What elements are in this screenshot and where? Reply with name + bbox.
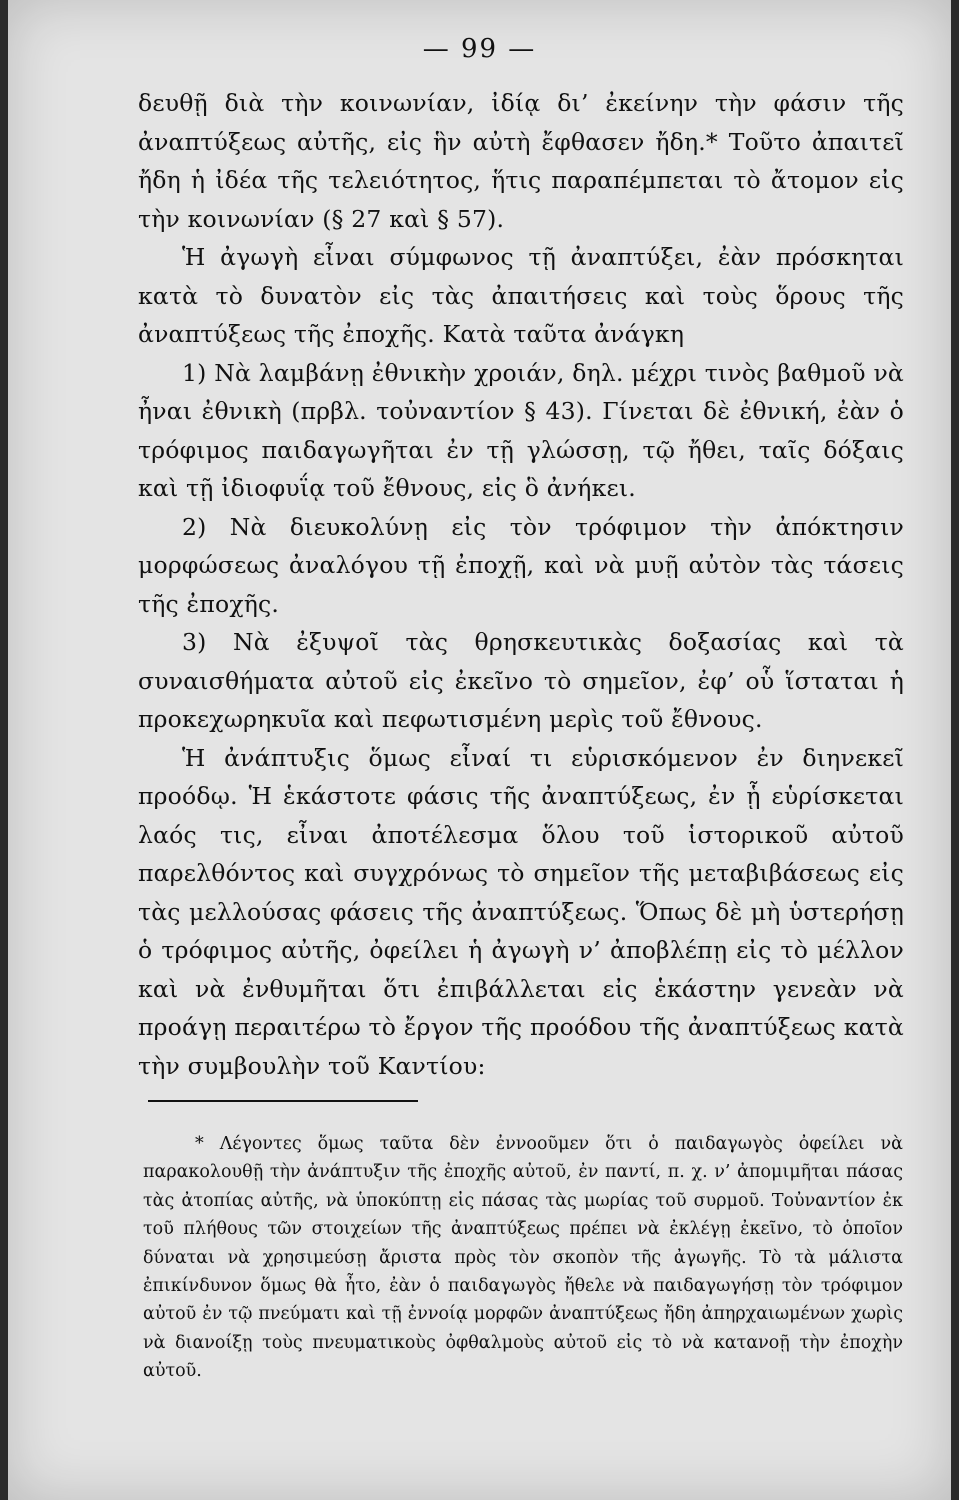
paragraph-4: 2) Νὰ διευκολύνῃ εἰς τὸν τρόφιμον τὴν ἀπόκτησιν μορφώσεως ἀναλόγου τῇ ἐποχῇ, καὶ νὰ μυῇ αὐτὸν τὰς τάσεις τῆς ἐποχῆς.: [138, 512, 904, 618]
paragraph-5: 3) Νὰ ἐξυψοῖ τὰς θρησκευτικὰς δοξασίας καὶ τὰ συναισθήματα αὐτοῦ εἰς ἐκεῖνο τὸ σημεῖον, ἐφ’ οὗ ἵσταται ἡ προκεχωρηκυῖα καὶ πεφωτισμένη μερὶς τοῦ ἔθνους.: [138, 628, 904, 733]
paragraph-1: δευθῇ διὰ τὴν κοινωνίαν, ἰδίᾳ δι’ ἐκείνην τὴν φάσιν τῆς ἀναπτύξεως αὐτῆς, εἰς ἣν αὐτὴ ἔφθασεν ἤδη.* Τοῦτο ἀπαιτεῖ ἤδη ἡ ἰδέα τῆς τελειότητος, ἥτις παραπέμπεται τὸ ἄτομον εἰς τὴν κοινωνίαν (§ 27 καὶ § 57).: [138, 89, 904, 233]
footnote-divider: [148, 1100, 418, 1102]
footnote: [143, 1130, 903, 1386]
page-number: — 99 —: [422, 34, 537, 64]
paragraph-6: Ἡ ἀνάπτυξις ὅμως εἶναί τι εὑρισκόμενον ἐν διηνεκεῖ προόδῳ. Ἡ ἑκάστοτε φάσις τῆς ἀναπτύξεως, ἐν ᾗ εὑρίσκεται λαός τις, εἶναι ἀποτέλεσμα ὅλου τοῦ ἱστορικοῦ αὐτοῦ παρελθόντος καὶ συγχρόνως τὸ σημεῖον τῆς μεταβιβάσεως εἰς τὰς μελλούσας φάσεις τῆς ἀναπτύξεως. Ὅπως δὲ μὴ ὑστερήσῃ ὁ τρόφιμος αὐτῆς, ὀφείλει ἡ ἀγωγὴ ν’ ἀποβλέπῃ εἰς τὸ μέλλον καὶ νὰ ἐνθυμῆται ὅτι ἐπιβάλλεται εἰς ἑκάστην γενεὰν νὰ προάγῃ περαιτέρω τὸ ἔργον τῆς προόδου τῆς ἀναπτύξεως κατὰ τὴν συμβουλὴν τοῦ Καντίου:: [138, 743, 904, 1080]
footnote-text: * Λέγοντες ὅμως ταῦτα δὲν ἐννοοῦμεν ὅτι ὁ παιδαγωγὸς ὀφείλει νὰ παρακολουθῇ τὴν ἀνάπτυξιν τῆς ἐποχῆς αὐτοῦ, ἐν παντί, π. χ. ν’ ἀπομιμῆται πάσας τὰς ἀτοπίας αὐτῆς, νὰ ὑποκύπτῃ εἰς πάσας τὰς μωρίας τοῦ συρμοῦ. Τοὐναντίον ἐκ τοῦ πλήθους τῶν στοιχείων τῆς ἀναπτύξεως πρέπει νὰ ἐκλέγῃ ἐκεῖνο, τὸ ὁποῖον δύναται νὰ χρησιμεύσῃ ἄριστα πρὸς τὸν σκοπὸν τῆς ἀγωγῆς. Τὸ τὰ μάλιστα ἐπικίνδυνον ὅμως θὰ ἦτο, ἐὰν ὁ παιδαγωγὸς ἤθελε νὰ παιδαγωγήσῃ τὸν τρόφιμον αὐτοῦ ἐν τῷ πνεύματι καὶ τῇ ἐννοίᾳ μορφῶν ἀναπτύξεως ἤδη ἀπηρχαιωμένων χωρὶς νὰ διανοίξῃ τοὺς πνευματικοὺς ὀφθαλμοὺς αὐτοῦ εἰς τὸ νὰ κατανοῇ τὴν ἐποχὴν αὐτοῦ.: [143, 1134, 903, 1382]
main-text: [138, 84, 904, 1085]
book-page: [8, 0, 951, 1500]
paragraph-3: 1) Νὰ λαμβάνῃ ἐθνικὴν χροιάν, δηλ. μέχρι τινὸς βαθμοῦ νὰ ἦναι ἐθνικὴ (πρβλ. τοὐναντίον § 43). Γίνεται δὲ ἐθνική, ἐὰν ὁ τρόφιμος παιδαγωγῆται ἐν τῇ γλώσσῃ, τῷ ἤθει, ταῖς δόξαις καὶ τῇ ἰδιοφυΐᾳ τοῦ ἔθνους, εἰς ὃ ἀνήκει.: [138, 358, 904, 502]
paragraph-2: Ἡ ἀγωγὴ εἶναι σύμφωνος τῇ ἀναπτύξει, ἐὰν πρόσκηται κατὰ τὸ δυνατὸν εἰς τὰς ἀπαιτήσεις καὶ τοὺς ὅρους τῆς ἀναπτύξεως τῆς ἐποχῆς. Κατὰ ταῦτα ἀνάγκη: [138, 243, 904, 348]
